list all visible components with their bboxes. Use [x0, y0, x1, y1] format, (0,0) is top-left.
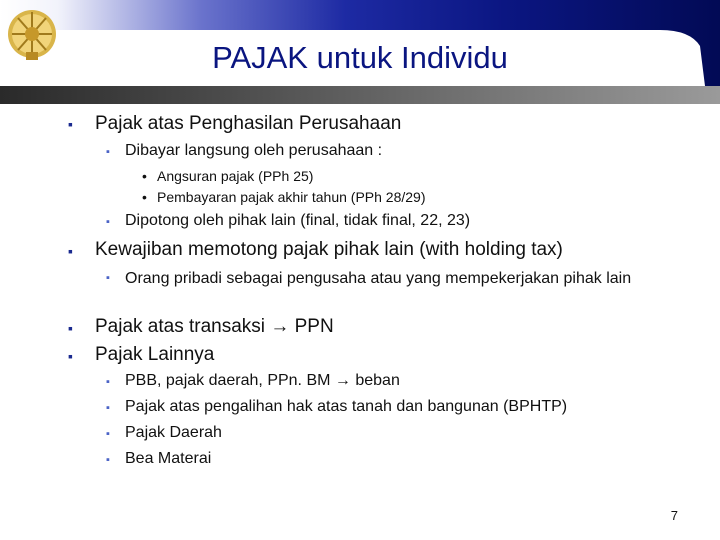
bullet-level1: Pajak atas Penghasilan Perusahaan	[95, 113, 402, 134]
bullet-square-icon: ▪	[68, 320, 73, 336]
bullet-square-icon: ▪	[106, 272, 110, 284]
bullet-square-icon: ▪	[106, 428, 110, 440]
slide-title: PAJAK untuk Individu	[212, 40, 508, 75]
bullet-square-icon: ▪	[106, 376, 110, 388]
bullet-square-icon: ▪	[68, 348, 73, 364]
bullet-square-icon: ▪	[68, 116, 73, 132]
bullet-dot-icon: •	[142, 189, 147, 205]
bullet-level3: Angsuran pajak (PPh 25)	[157, 168, 314, 184]
bullet-text: beban	[355, 372, 400, 389]
bullet-square-icon: ▪	[106, 146, 110, 158]
page-number: 7	[670, 508, 678, 523]
arrow-right-icon: →	[334, 372, 351, 389]
bullet-text: PBB, pajak daerah, PPn. BM	[125, 372, 331, 389]
bullet-dot-icon: •	[142, 168, 147, 184]
bullet-level1	[95, 316, 334, 338]
arrow-right-icon: →	[270, 316, 290, 337]
bullet-text: PPN	[294, 316, 334, 337]
bullet-level1: Pajak Lainnya	[95, 344, 215, 365]
bullet-level2	[125, 372, 400, 390]
bullet-level1: Kewajiban memotong pajak pihak lain (with holding tax)	[95, 239, 563, 260]
bullet-level2: Dipotong oleh pihak lain (final, tidak final, 22, 23)	[125, 212, 471, 229]
bullet-square-icon: ▪	[106, 454, 110, 466]
bullet-level2: Orang pribadi sebagai pengusaha atau yang mempekerjakan pihak lain	[125, 270, 632, 287]
bullet-level2: Pajak atas pengalihan hak atas tanah dan bangunan (BPHTP)	[125, 398, 568, 415]
bullet-level2: Bea Materai	[125, 450, 212, 467]
bullet-text: Pajak atas transaksi	[95, 316, 266, 337]
bullet-level2: Pajak Daerah	[125, 424, 222, 441]
bullet-level3: Pembayaran pajak akhir tahun (PPh 28/29)	[157, 189, 426, 205]
bullet-level2: Dibayar langsung oleh perusahaan :	[125, 142, 383, 159]
bullet-square-icon: ▪	[106, 402, 110, 414]
bullet-square-icon: ▪	[106, 216, 110, 228]
bullet-square-icon: ▪	[68, 243, 73, 259]
